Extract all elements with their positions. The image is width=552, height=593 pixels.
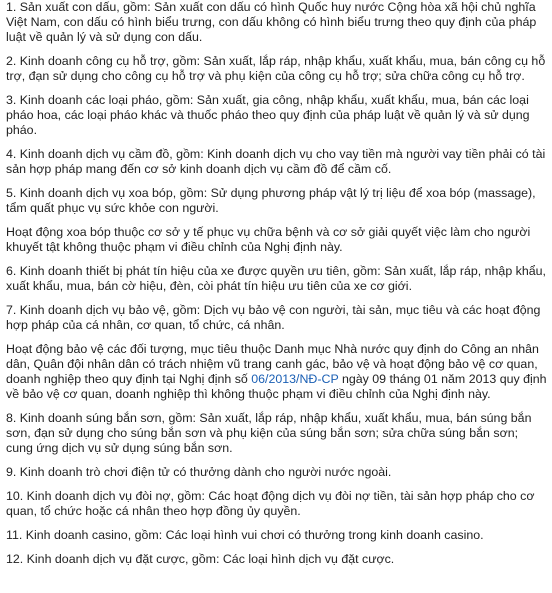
paragraph-item-6: 6. Kinh doanh thiết bị phát tín hiệu của xe được quyền ưu tiên, gồm: Sản xuất, lắp ráp, nhập khẩu, xuất khẩu, mua, bán cờ hiệu, đèn, còi phát tín hiệu ưu tiên của xe cơ giới.	[6, 264, 546, 293]
paragraph-item-10: 10. Kinh doanh dịch vụ đòi nợ, gồm: Các hoạt động dịch vụ đòi nợ tiền, tài sản hợp pháp cho cơ quan, tổ chức hoặc cá nhân theo hợp đồng ủy quyền.	[6, 489, 535, 518]
note-text-after-link: ngày 09 tháng 01 năm 2013 quy định về bảo vệ cơ quan, doanh nghiệp thì không thuộc phạm vi điều chỉnh của Nghị định này.	[6, 372, 547, 401]
paragraph-note-massage: Hoạt động xoa bóp thuộc cơ sở y tế phục vụ chữa bệnh và cơ sở giải quyết việc làm cho người khuyết tật không thuộc phạm vi điều chỉnh của Nghị định này.	[6, 225, 531, 254]
paragraph-item-2: 2. Kinh doanh công cụ hỗ trợ, gồm: Sản xuất, lắp ráp, nhập khẩu, xuất khẩu, mua, bán công cụ hỗ trợ, đạn sử dụng cho công cụ hỗ trợ và phụ kiện của công cụ hỗ trợ; sửa chữa công cụ hỗ trợ.	[6, 54, 546, 83]
paragraph-note-security	[6, 342, 548, 402]
note-text-before-link: Hoạt động bảo vệ các đối tượng, mục tiêu thuộc Danh mục Nhà nước quy định do Công an nhân dân, Quân đội nhân dân có trách nhiệm vũ trang canh gác, bảo vệ và hoạt động bảo vệ cơ quan, doanh nghiệp theo quy định tại Nghị định số	[6, 342, 539, 386]
paragraph-item-3: 3. Kinh doanh các loại pháo, gồm: Sản xuất, gia công, nhập khẩu, xuất khẩu, mua, bán các loại pháo hoa, các loại pháo khác và thuốc pháo theo quy định của pháp luật về quản lý và sử dụng pháo.	[6, 93, 530, 137]
paragraph-item-7: 7. Kinh doanh dịch vụ bảo vệ, gồm: Dịch vụ bảo vệ con người, tài sản, mục tiêu và các hoạt động hợp pháp của cá nhân, cơ quan, tổ chức, cá nhân.	[6, 303, 541, 332]
paragraph-item-1: 1. Sản xuất con dấu, gồm: Sản xuất con dấu có hình Quốc huy nước Cộng hòa xã hội chủ nghĩa Việt Nam, con dấu có hình biểu trưng, con dấu không có hình biểu trưng theo quy định của pháp luật về quản lý và sử dụng con dấu.	[6, 0, 537, 44]
paragraph-item-12: 12. Kinh doanh dịch vụ đặt cược, gồm: Các loại hình dịch vụ đặt cược.	[6, 552, 395, 566]
paragraph-item-8: 8. Kinh doanh súng bắn sơn, gồm: Sản xuất, lắp ráp, nhập khẩu, xuất khẩu, mua, bán súng bắn sơn, đạn sử dụng cho súng bắn sơn và phụ kiện của súng bắn sơn; sửa chữa súng bắn sơn; cung ứng dịch vụ sử dụng súng bắn sơn.	[6, 411, 532, 455]
paragraph-item-5: 5. Kinh doanh dịch vụ xoa bóp, gồm: Sử dụng phương pháp vật lý trị liệu để xoa bóp (massage), tẩm quất phục vụ sức khỏe con người.	[6, 186, 536, 215]
paragraph-item-11: 11. Kinh doanh casino, gồm: Các loại hình vui chơi có thưởng trong kinh doanh casino.	[6, 528, 484, 542]
paragraph-item-4: 4. Kinh doanh dịch vụ cầm đồ, gồm: Kinh doanh dịch vụ cho vay tiền mà người vay tiền phải có tài sản hợp pháp mang đến cơ sở kinh doanh dịch vụ cầm đồ để cầm cố.	[6, 147, 546, 176]
decree-link[interactable]: 06/2013/NĐ-CP	[251, 372, 339, 386]
paragraph-item-9: 9. Kinh doanh trò chơi điện tử có thưởng dành cho người nước ngoài.	[6, 465, 392, 479]
